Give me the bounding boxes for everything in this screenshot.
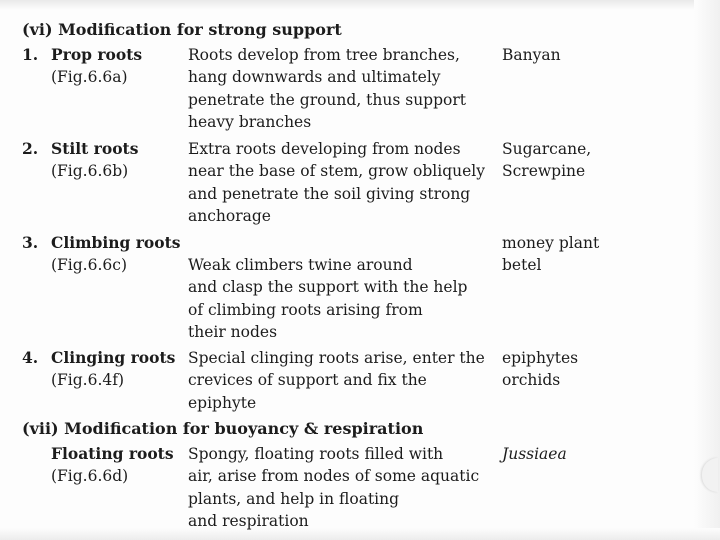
root-type-cell <box>51 232 191 277</box>
description-line: Extra roots developing from nodes <box>188 140 461 158</box>
description-line: heavy branches <box>188 112 312 131</box>
table-row-floating-roots <box>22 443 702 535</box>
root-type-cell <box>51 44 191 89</box>
description-line: of climbing roots arising from <box>188 300 423 319</box>
example-cell <box>502 44 682 66</box>
table-row-stilt-roots <box>22 138 702 230</box>
example-text: betel <box>502 256 542 275</box>
root-type: Floating roots <box>51 444 174 463</box>
figure-ref: (Fig.6.6d) <box>51 467 129 486</box>
table-row-prop-roots <box>22 44 702 136</box>
root-type-cell <box>51 443 191 488</box>
description-line: and clasp the support with the help <box>188 278 468 297</box>
example-cell <box>502 232 682 277</box>
description-line: and penetrate the soil giving strong <box>188 184 471 203</box>
figure-ref: (Fig.6.6b) <box>51 162 129 181</box>
figure-ref: (Fig.6.6a) <box>51 68 128 87</box>
figure-ref: (Fig.6.4f) <box>51 371 125 390</box>
description-line: their nodes <box>188 322 278 341</box>
description-line: air, arise from nodes of some aquatic <box>188 467 480 486</box>
description-line: penetrate the ground, thus support <box>188 90 467 109</box>
description-line: and respiration <box>188 511 309 530</box>
root-type-cell <box>51 347 191 392</box>
description-cell <box>188 347 500 414</box>
row-number: 1. <box>22 45 39 64</box>
description-line: crevices of support and fix the <box>188 371 427 390</box>
table-row-climbing-roots <box>22 232 702 345</box>
description-line: hang downwards and ultimately <box>188 68 441 87</box>
row-number: 4. <box>22 348 39 367</box>
row-number: 2. <box>22 139 39 158</box>
description-line: Special clinging roots arise, enter the <box>188 349 485 367</box>
example-text: money plant <box>502 234 600 252</box>
example-text: orchids <box>502 371 561 390</box>
description-cell <box>188 44 500 133</box>
page-top-shadow <box>0 0 720 10</box>
description-line: Spongy, floating roots filled with <box>188 445 444 463</box>
root-type: Prop roots <box>51 45 143 64</box>
description-cell <box>188 138 500 227</box>
description-line: anchorage <box>188 206 271 225</box>
description-cell <box>188 254 500 343</box>
example-cell <box>502 443 682 465</box>
description-cell <box>188 443 500 532</box>
example-text: Jussiaea <box>502 445 567 463</box>
root-type: Stilt roots <box>51 139 139 158</box>
example-text: epiphytes <box>502 349 579 367</box>
root-modification-table <box>22 18 702 535</box>
root-type: Climbing roots <box>51 233 181 252</box>
example-cell <box>502 347 682 392</box>
row-number: 3. <box>22 233 39 252</box>
root-type-cell <box>51 138 191 183</box>
section-heading-support: (vi) Modification for strong support <box>22 20 342 39</box>
table-row-clinging-roots <box>22 347 702 417</box>
description-line: Weak climbers twine around <box>188 256 413 274</box>
description-line: near the base of stem, grow obliquely <box>188 162 485 181</box>
example-text: Screwpine <box>502 162 586 181</box>
root-type: Clinging roots <box>51 348 176 367</box>
section-heading-buoyancy: (vii) Modification for buoyancy & respiration <box>22 419 424 438</box>
example-text: Sugarcane, <box>502 140 592 158</box>
description-line: Roots develop from tree branches, <box>188 46 460 64</box>
description-line: plants, and help in floating <box>188 489 400 508</box>
description-line: epiphyte <box>188 393 257 412</box>
figure-ref: (Fig.6.6c) <box>51 256 127 275</box>
example-cell <box>502 138 682 183</box>
example-text: Banyan <box>502 46 561 64</box>
